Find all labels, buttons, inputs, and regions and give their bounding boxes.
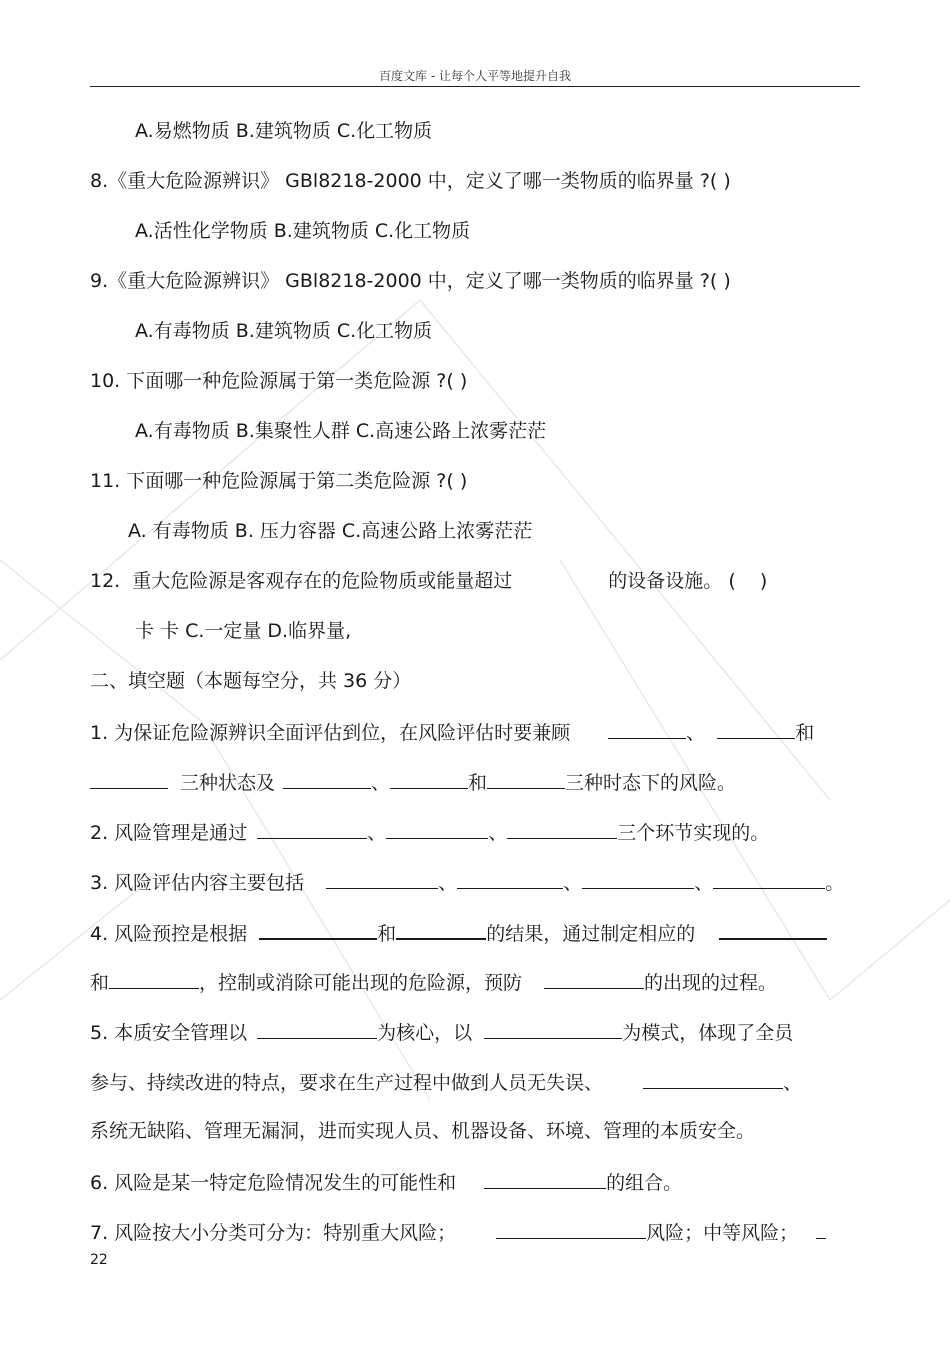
question-11: 11. 下面哪一种危险源属于第二类危险源 ?( ) [90, 470, 468, 492]
fill-3: 3. 风险评估内容主要包括 、 、 、 。 [90, 869, 844, 893]
answer-blank[interactable] [90, 769, 168, 789]
answer-blank[interactable] [717, 719, 795, 739]
q10-options: A.有毒物质 B.集聚性人群 C.高速公路上浓雾茫茫 [135, 420, 547, 442]
answer-blank[interactable] [719, 919, 827, 940]
answer-blank[interactable] [816, 1219, 826, 1239]
q9-options: A.有毒物质 B.建筑物质 C.化工物质 [135, 320, 433, 342]
fill-5-line-3: 系统无缺陷、管理无漏洞，进而实现人员、机器设备、环境、管理的本质安全。 [90, 1120, 756, 1142]
answer-blank[interactable] [544, 969, 644, 989]
page-number: 22 [90, 1252, 108, 1268]
answer-blank[interactable] [283, 769, 371, 789]
answer-blank[interactable] [109, 969, 199, 989]
fill-6: 6. 风险是某一特定危险情况发生的可能性和 的组合。 [90, 1169, 682, 1193]
q12-text-b: 的设备设施。 ( ) [608, 570, 768, 592]
fill-4-line-1: 4. 风险预控是根据 和 的结果，通过制定相应的 [90, 919, 827, 943]
question-9: 9.《重大危险源辨识》 GBl8218-2000 中，定义了哪一类物质的临界量 ?( ) [90, 270, 731, 292]
answer-blank[interactable] [386, 819, 488, 839]
q11-options: A. 有毒物质 B. 压力容器 C.高速公路上浓雾茫茫 [128, 520, 533, 542]
q12-options: 卡 卡 C.一定量 D.临界量, [135, 620, 352, 642]
answer-blank[interactable] [608, 719, 686, 739]
fill-5-line-1: 5. 本质安全管理以 为核心，以 为模式，体现了全员 [90, 1019, 793, 1043]
answer-blank[interactable] [390, 769, 468, 789]
fill-1-line-1: 1. 为保证危险源辨识全面评估到位，在风险评估时要兼顾 、 和 [90, 719, 814, 743]
question-10: 10. 下面哪一种危险源属于第一类危险源 ?( ) [90, 370, 468, 392]
answer-blank[interactable] [713, 869, 825, 889]
answer-blank[interactable] [326, 869, 438, 889]
fill-2: 2. 风险管理是通过 、 、 三个环节实现的。 [90, 819, 769, 843]
answer-blank[interactable] [257, 1019, 377, 1039]
answer-blank[interactable] [507, 819, 617, 839]
answer-blank[interactable] [487, 769, 565, 789]
answer-blank[interactable] [496, 1219, 646, 1239]
answer-blank[interactable] [396, 919, 486, 940]
answer-blank[interactable] [259, 919, 377, 940]
answer-blank[interactable] [257, 819, 367, 839]
section-2-heading: 二、填空题（本题每空分，共 36 分） [90, 670, 412, 692]
header-divider [90, 86, 860, 87]
q8-options: A.活性化学物质 B.建筑物质 C.化工物质 [135, 220, 471, 242]
question-12 [90, 569, 767, 593]
answer-blank[interactable] [643, 1069, 783, 1089]
answer-blank[interactable] [582, 869, 694, 889]
answer-blank[interactable] [484, 1169, 606, 1189]
q12-text-a: 12. 重大危险源是客观存在的危险物质或能量超过 [90, 570, 513, 592]
q7-options: A.易燃物质 B.建筑物质 C.化工物质 [135, 120, 433, 142]
answer-blank[interactable] [484, 1019, 622, 1039]
fill-5-line-2: 参与、持续改进的特点，要求在生产过程中做到人员无失误、 、 [90, 1069, 802, 1093]
fill-4-line-2: 和 ，控制或消除可能出现的危险源，预防 的出现的过程。 [90, 969, 777, 993]
answer-blank[interactable] [457, 869, 563, 889]
fill-1-line-2: 三种状态及 、 和 三种时态下的风险。 [90, 769, 736, 793]
fill-7: 7. 风险按大小分类可分为：特别重大风险； 风险；中等风险； [90, 1219, 826, 1243]
page-header: 百度文库 - 让每个人平等地提升自我 [379, 69, 571, 83]
question-8: 8.《重大危险源辨识》 GBl8218-2000 中，定义了哪一类物质的临界量 ?( ) [90, 170, 731, 192]
